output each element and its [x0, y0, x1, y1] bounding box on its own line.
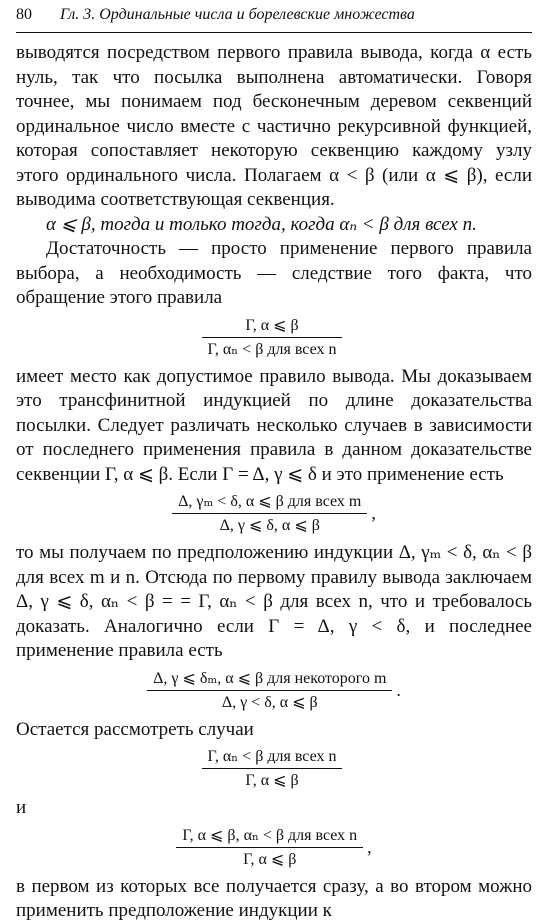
rule-4-premise: Γ, αₙ < β для всех n: [207, 748, 337, 765]
rule-5-punct: ,: [367, 836, 372, 857]
rule-1-premise: Γ, α ⩽ β: [245, 316, 299, 334]
rule-2-conclusion: Δ, γ ⩽ δ, α ⩽ β: [219, 517, 320, 534]
rule-4-bar: [202, 768, 343, 769]
paragraph-7: и: [16, 797, 27, 818]
running-header: [16, 0, 532, 32]
paragraph-5: то мы получаем по предположению индукции Δ, γₘ < δ, αₙ < β для всех m и n. Отсюда по первому правилу вывода заключаем Δ, γ ⩽ δ, αₙ < β = = Γ, αₙ < β для всех n, что и требовалось доказать. Аналогично если Γ = Δ, γ < δ, и последнее применение правила есть: [16, 542, 532, 661]
rule-3-bar: [147, 690, 392, 691]
rule-2-premise: Δ, γₘ < δ, α ⩽ β для всех m: [178, 493, 362, 510]
rule-5-conclusion: Γ, α ⩽ β: [243, 850, 297, 868]
rule-5-premise: Γ, α ⩽ β, αₙ < β для всех n: [182, 826, 358, 844]
inference-rule-2: [16, 492, 532, 535]
rule-1-bar: [202, 337, 343, 338]
rule-1-conclusion: Γ, αₙ < β для всех n: [207, 340, 337, 358]
header-rule: [16, 32, 532, 33]
rule-2-punct: ,: [371, 503, 376, 523]
paragraph-3: Достаточность — просто применение первого правила выбора, а необходимость — следствие того факта, что обращение этого правила: [16, 238, 532, 308]
inference-rule-4: [16, 747, 532, 790]
rule-3-punct: .: [396, 679, 401, 700]
inference-rule-3: [16, 669, 532, 712]
rule-3-premise: Δ, γ ⩽ δₘ, α ⩽ β для некоторого m: [153, 669, 387, 687]
paragraph-8: в первом из которых все получается сразу, а во втором можно применить предположение индукции к: [16, 875, 532, 921]
inference-rule-1: [16, 316, 532, 359]
rule-4-conclusion: Γ, α ⩽ β: [245, 772, 299, 789]
statement-line: α ⩽ β, тогда и только тогда, когда αₙ < β для всех n.: [46, 213, 477, 235]
running-title: Гл. 3. Ординальные числа и борелевские множества: [60, 6, 415, 23]
paragraph-4: имеет место как допустимое правило вывода. Мы доказываем это трансфинитной индукцией по длине доказательства посылки. Следует различать несколько случаев в зависимости от последнего применения правила в данном доказательстве секвенции Γ, α ⩽ β. Если Γ = Δ, γ ⩽ δ и это применение есть: [16, 365, 532, 485]
inference-rule-5: [16, 826, 532, 869]
page-number: 80: [16, 6, 32, 23]
paragraph-1: выводятся посредством первого правила вывода, когда α есть нуль, так что посылка выполнена автоматически. Говоря точнее, мы понимаем под бесконечным деревом секвенций ординальное число вместе с частично рекурсивной функцией, которая сопоставляет некоторую секвенцию каждому узлу этого ординального числа. Полагаем α < β (или α ⩽ β), если выводима соответствующая секвенция.: [16, 42, 532, 210]
rule-5-bar: [176, 847, 363, 848]
rule-3-conclusion: Δ, γ < δ, α ⩽ β: [221, 693, 318, 711]
rule-2-bar: [172, 513, 367, 514]
paragraph-6: Остается рассмотреть случаи: [16, 718, 254, 740]
